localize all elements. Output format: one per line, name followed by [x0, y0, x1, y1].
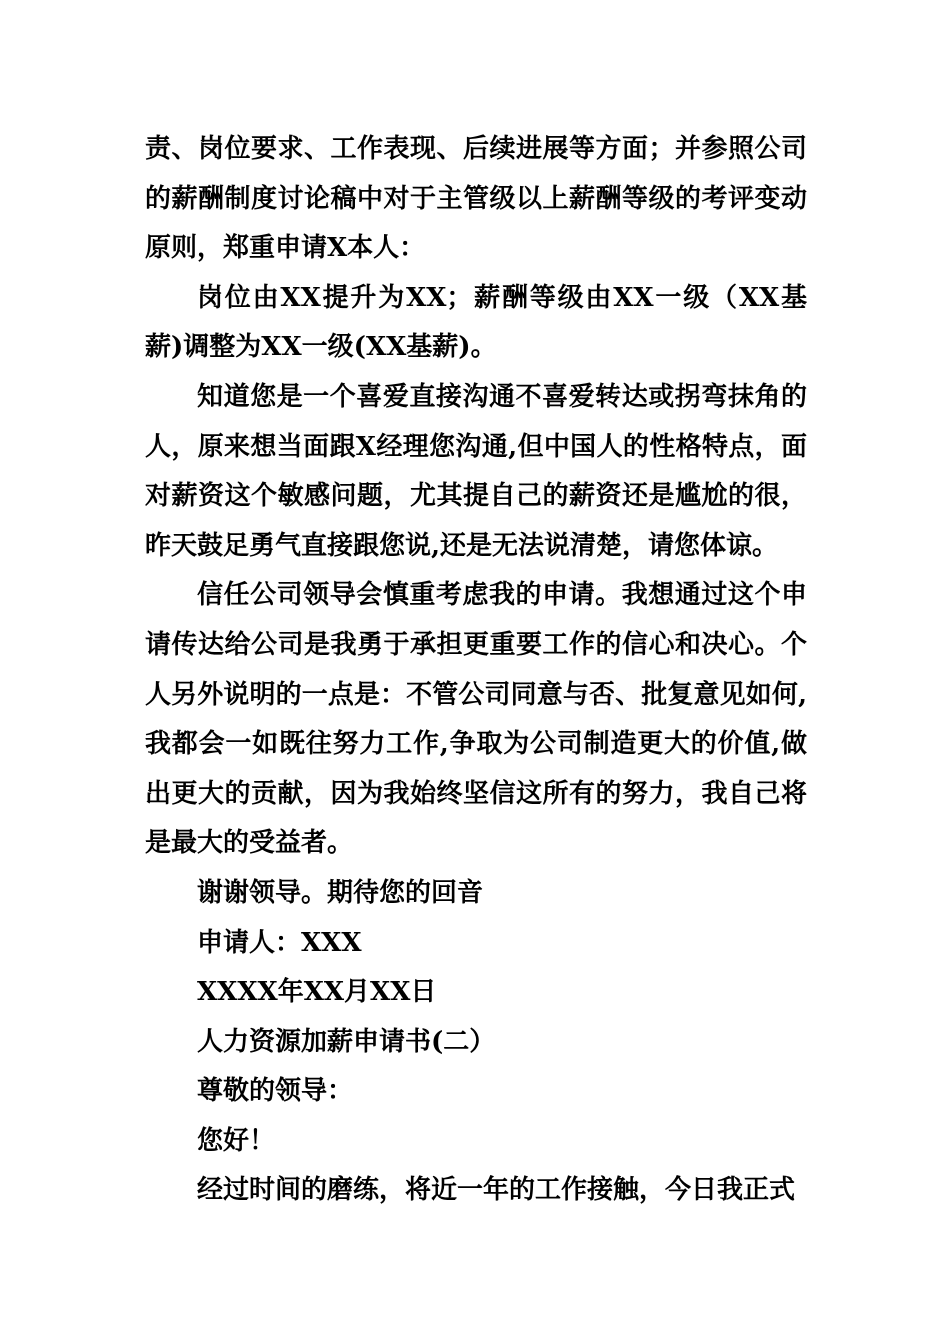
- section-title: 人力资源加薪申请书(二）: [197, 1026, 496, 1057]
- greeting-line: 您好！: [197, 1125, 276, 1156]
- thanks-line: 谢谢领导。期待您的回音: [197, 877, 484, 908]
- paragraph-1: 责、岗位要求、工作表现、后续进展等方面；并参照公司的薪酬制度讨论稿中对于主管级以上薪酬等级的考评变动原则，郑重申请X本人：: [145, 134, 807, 264]
- paragraph-2: 岗位由XX提升为XX；薪酬等级由XX一级（XX基薪)调整为XX一级(XX基薪)。: [145, 282, 807, 363]
- paragraph-3: 知道您是一个喜爱直接沟通不喜爱转达或拐弯抹角的人，原来想当面跟X经理您沟通,但中国人的性格特点，面对薪资这个敏感问题，尤其提自己的薪资还是尴尬的很，昨天鼓足勇气直接跟您说,还是无法说清楚，请您体谅。: [145, 381, 807, 561]
- date-line: XXXX年XX月XX日: [197, 977, 437, 1008]
- document-page: [145, 125, 807, 1216]
- applicant-line: 申请人：XXX: [197, 927, 362, 958]
- paragraph-4: 信任公司领导会慎重考虑我的申请。我想通过这个申请传达给公司是我勇于承担更重要工作的信心和决心。个人另外说明的一点是：不管公司同意与否、批复意见如何,我都会一如既往努力工作,争取为公司制造更大的价值,做出更大的贡献，因为我始终坚信这所有的努力，我自己将是最大的受益者。: [145, 580, 807, 859]
- salutation-line: 尊敬的领导：: [197, 1076, 354, 1107]
- last-line: 经过时间的磨练，将近一年的工作接触，今日我正式: [197, 1175, 796, 1206]
